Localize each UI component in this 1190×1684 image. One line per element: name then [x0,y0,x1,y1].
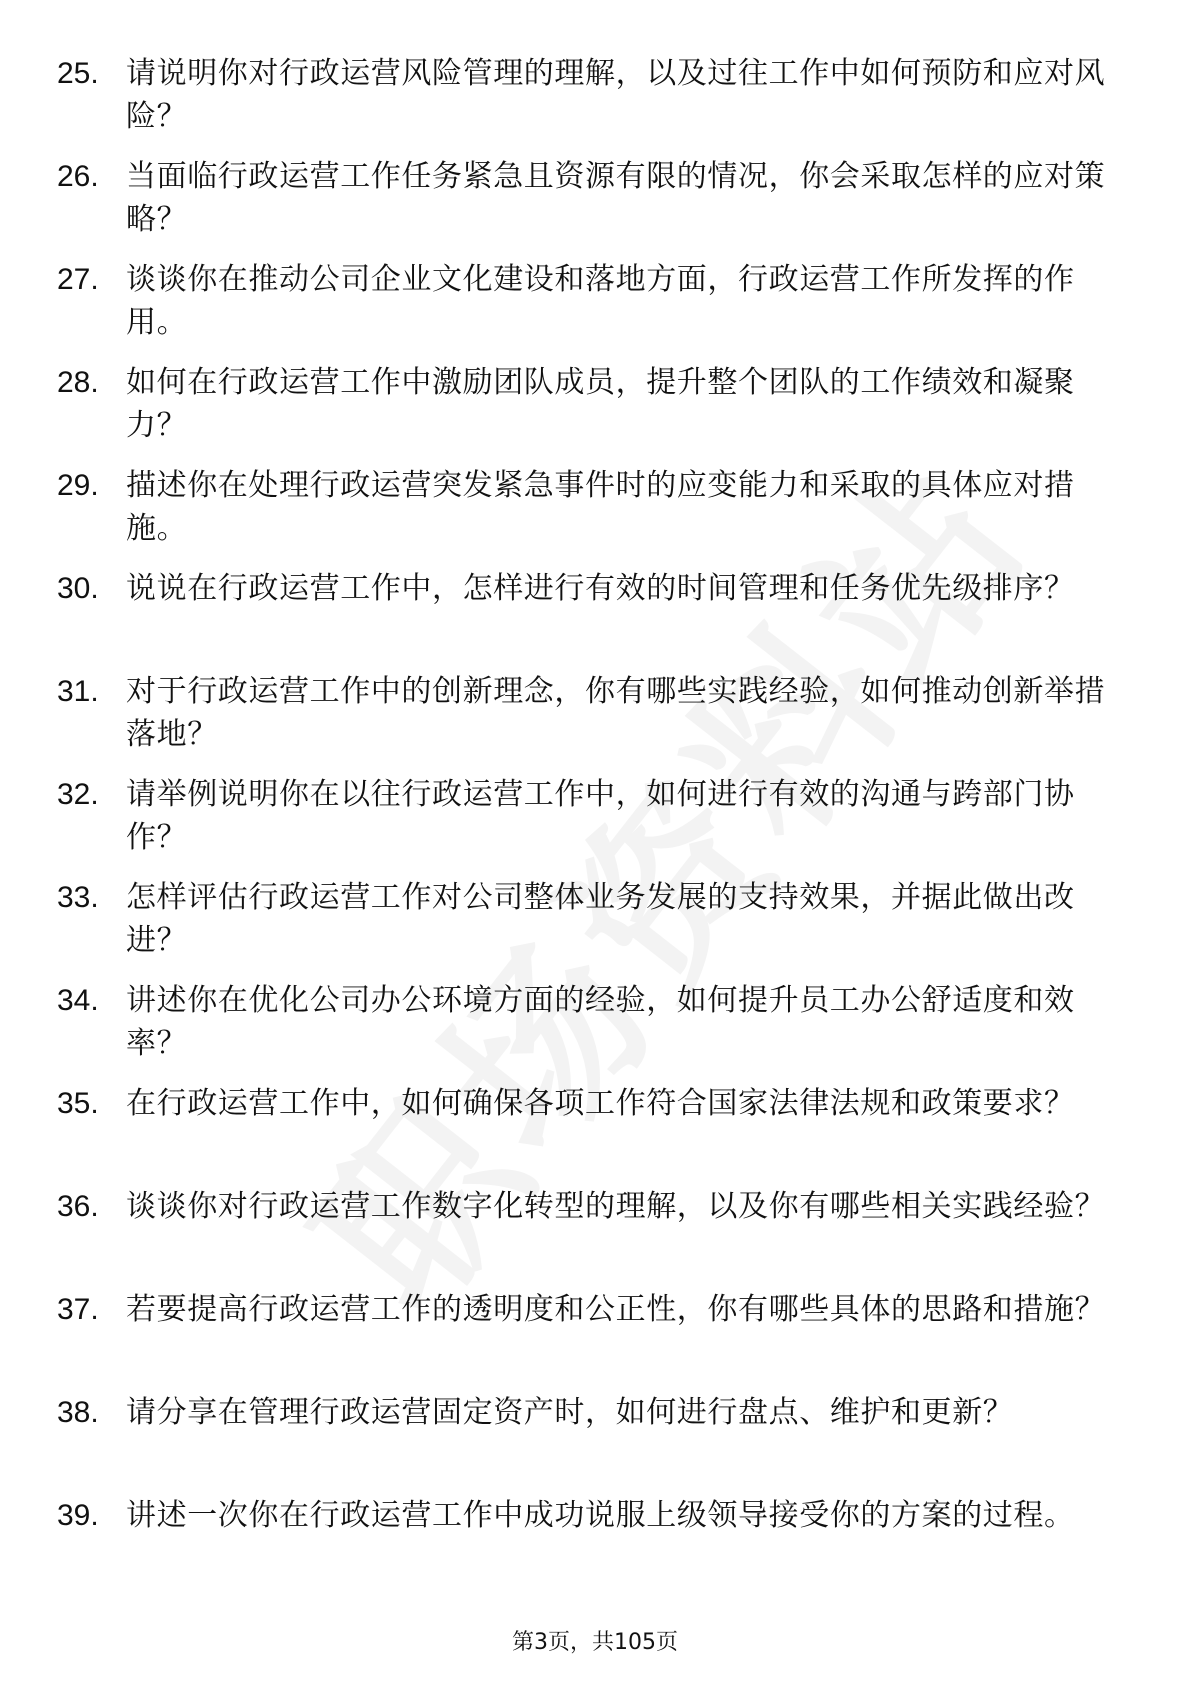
question-item [0,670,1190,773]
question-item [0,876,1190,979]
question-number: 38. [57,1396,99,1429]
question-number: 27. [57,263,99,296]
question-item [0,1288,1190,1391]
question-item [0,464,1190,567]
question-item [0,1185,1190,1288]
question-item [0,567,1190,670]
question-number: 37. [57,1293,99,1326]
question-text: 如何在行政运营工作中激励团队成员，提升整个团队的工作绩效和凝聚力？ [126,365,1075,443]
question-text: 讲述一次你在行政运营工作中成功说服上级领导接受你的方案的过程。 [126,1498,1075,1533]
question-item [0,361,1190,464]
question-number: 39. [57,1499,99,1532]
page-number-label: 第3页，共105页 [512,1630,678,1655]
question-number: 34. [57,984,99,1017]
question-item [0,52,1190,155]
page-footer [0,1628,1190,1658]
question-text: 在行政运营工作中，如何确保各项工作符合国家法律法规和政策要求？ [126,1086,1075,1121]
question-item [0,773,1190,876]
question-number: 36. [57,1190,99,1223]
question-number: 31. [57,675,99,708]
question-number: 29. [57,469,99,502]
question-text: 请说明你对行政运营风险管理的理解，以及过往工作中如何预防和应对风险？ [126,56,1106,134]
question-number: 25. [57,57,99,90]
question-number: 28. [57,366,99,399]
question-text: 请分享在管理行政运营固定资产时，如何进行盘点、维护和更新？ [126,1395,1014,1430]
question-text: 谈谈你对行政运营工作数字化转型的理解，以及你有哪些相关实践经验？ [126,1189,1106,1224]
question-item [0,155,1190,258]
question-number: 30. [57,572,99,605]
question-text: 描述你在处理行政运营突发紧急事件时的应变能力和采取的具体应对措施。 [126,468,1075,546]
question-text: 怎样评估行政运营工作对公司整体业务发展的支持效果，并据此做出改进？ [126,880,1075,958]
question-item [0,1391,1190,1494]
question-text: 请举例说明你在以往行政运营工作中，如何进行有效的沟通与跨部门协作？ [126,777,1075,855]
question-item [0,258,1190,361]
question-text: 谈谈你在推动公司企业文化建设和落地方面，行政运营工作所发挥的作用。 [126,262,1075,340]
question-item [0,1494,1190,1597]
question-number: 33. [57,881,99,914]
question-text: 若要提高行政运营工作的透明度和公正性，你有哪些具体的思路和措施？ [126,1292,1106,1327]
question-text: 当面临行政运营工作任务紧急且资源有限的情况，你会采取怎样的应对策略？ [126,159,1106,237]
question-number: 35. [57,1087,99,1120]
question-text: 讲述你在优化公司办公环境方面的经验，如何提升员工办公舒适度和效率？ [126,983,1075,1061]
question-list [0,52,1190,1597]
question-text: 说说在行政运营工作中，怎样进行有效的时间管理和任务优先级排序？ [126,571,1075,606]
question-text: 对于行政运营工作中的创新理念，你有哪些实践经验，如何推动创新举措落地？ [126,674,1106,752]
question-number: 26. [57,160,99,193]
question-number: 32. [57,778,99,811]
question-item [0,1082,1190,1185]
question-item [0,979,1190,1082]
